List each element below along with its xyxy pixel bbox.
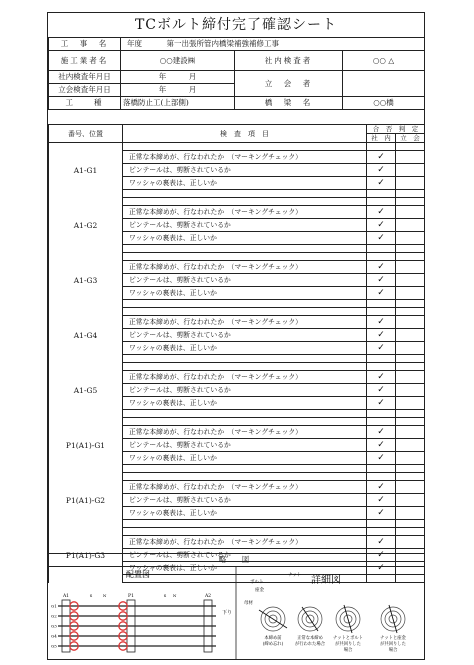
group-label: A1-G1 — [49, 143, 123, 198]
group-label: A1-G5 — [49, 363, 123, 418]
girder-label: G4 — [51, 633, 57, 639]
spacer-cell — [123, 410, 367, 418]
witness-check-cell — [396, 219, 425, 232]
internal-check-mark: ✓ — [367, 274, 396, 287]
spacer-cell — [123, 143, 367, 151]
spacer-cell — [367, 418, 396, 426]
inspection-item: 正常な本締めが、行なわれたか （マーキングチェック） — [123, 481, 367, 494]
internal-check-mark: ✓ — [367, 151, 396, 164]
internal-check-mark: ✓ — [367, 562, 396, 575]
inspection-item: ワッシャの裏表は、正しいか — [123, 232, 367, 245]
inspection-item: 正常な本締めが、行なわれたか （マーキングチェック） — [123, 536, 367, 549]
col-judge-internal-header: 社 内 — [367, 134, 396, 143]
bridge-value: ○○橋 — [343, 97, 425, 110]
witness-check-cell — [396, 426, 425, 439]
inspection-item: 正常な本締めが、行なわれたか （マーキングチェック） — [123, 206, 367, 219]
witness-check-cell — [396, 151, 425, 164]
detail-diagram — [244, 572, 407, 653]
header-table — [48, 37, 425, 110]
spacer-cell — [367, 363, 396, 371]
internal-check-mark: ✓ — [367, 549, 396, 562]
work-type-label: 工 種 — [49, 97, 121, 110]
label-bolt: ボルト — [250, 580, 264, 585]
layout-diagram — [51, 566, 236, 660]
spacer-cell — [367, 198, 396, 206]
contractor-value: ○○建設㈱ — [121, 51, 235, 71]
internal-date-value: 年 月 — [121, 71, 235, 84]
spacer-cell — [396, 520, 425, 528]
inspection-item: ピンテールは、剪断されているか — [123, 164, 367, 177]
spacer-cell — [367, 473, 396, 481]
internal-check-mark: ✓ — [367, 536, 396, 549]
girder-label: G1 — [51, 603, 57, 609]
spacer-cell — [396, 190, 425, 198]
group-label: P1(A1)-G1 — [49, 418, 123, 473]
witness-check-cell — [396, 452, 425, 465]
internal-date-label: 社内検査年月日 — [49, 71, 121, 84]
witness-check-cell — [396, 316, 425, 329]
witness-check-cell — [396, 177, 425, 190]
group-label: A1-G2 — [49, 198, 123, 253]
label-a1: A1 — [62, 594, 70, 599]
spacer-cell — [396, 418, 425, 426]
marking-line — [302, 607, 318, 631]
internal-check-mark: ✓ — [367, 371, 396, 384]
detail-title: 詳細図 — [311, 575, 341, 586]
internal-check-mark: ✓ — [367, 426, 396, 439]
spacer-cell — [396, 300, 425, 308]
spacer-cell — [123, 253, 367, 261]
spacer-cell — [396, 410, 425, 418]
inspection-item: 正常な本締めが、行なわれたか （マーキングチェック） — [123, 151, 367, 164]
girder-label: G3 — [51, 623, 57, 629]
label-span2: S N — [163, 593, 177, 598]
spacer-cell — [123, 245, 367, 253]
spacer-cell — [367, 355, 396, 363]
spacer-cell — [396, 528, 425, 536]
spacer-cell — [123, 520, 367, 528]
layout-title: 配置図 — [126, 570, 150, 579]
group-label: P1(A1)-G2 — [49, 473, 123, 528]
witness-check-cell — [396, 274, 425, 287]
spacer-cell — [367, 410, 396, 418]
inspection-sheet — [47, 12, 425, 660]
internal-check-mark: ✓ — [367, 177, 396, 190]
internal-check-mark: ✓ — [367, 494, 396, 507]
witness-check-cell — [396, 384, 425, 397]
detail-caption: 場合 — [388, 648, 398, 653]
spacer-cell — [367, 520, 396, 528]
witness-check-cell — [396, 371, 425, 384]
witness-check-cell — [396, 439, 425, 452]
internal-check-mark: ✓ — [367, 342, 396, 355]
witness-check-cell — [396, 481, 425, 494]
inspection-item: ピンテールは、剪断されているか — [123, 274, 367, 287]
spacer-cell — [123, 355, 367, 363]
spacer-cell — [123, 473, 367, 481]
spacer-cell — [367, 465, 396, 473]
inspection-item: ピンテールは、剪断されているか — [123, 549, 367, 562]
girder-label: G5 — [51, 643, 57, 649]
sketch-area — [48, 566, 424, 660]
internal-check-mark: ✓ — [367, 316, 396, 329]
witness-check-cell — [396, 164, 425, 177]
group-label: A1-G4 — [49, 308, 123, 363]
inspection-item: ワッシャの裏表は、正しいか — [123, 287, 367, 300]
witness-check-cell — [396, 494, 425, 507]
contractor-label: 施工業者名 — [49, 51, 121, 71]
inspection-item: ワッシャの裏表は、正しいか — [123, 342, 367, 355]
group-label: A1-G3 — [49, 253, 123, 308]
marking-line — [389, 605, 397, 633]
detail-caption: ナットと座金 — [380, 636, 406, 641]
internal-check-mark: ✓ — [367, 164, 396, 177]
internal-check-mark: ✓ — [367, 329, 396, 342]
spacer-cell — [367, 253, 396, 261]
witness-check-cell — [396, 536, 425, 549]
witness-check-cell — [396, 287, 425, 300]
witness-check-cell — [396, 329, 425, 342]
spacer-cell — [367, 143, 396, 151]
internal-check-mark: ✓ — [367, 287, 396, 300]
witness-check-cell — [396, 342, 425, 355]
inspection-item: ワッシャの裏表は、正しいか — [123, 452, 367, 465]
detail-caption: が共回りした — [380, 642, 406, 647]
col-judge-witness-header: 立 会 — [396, 134, 425, 143]
inspection-item: 正常な本締めが、行なわれたか （マーキングチェック） — [123, 316, 367, 329]
inspection-item: 正常な本締めが、行なわれたか （マーキングチェック） — [123, 261, 367, 274]
spacer-cell — [396, 308, 425, 316]
label-p1: P1 — [128, 594, 134, 599]
witness-label: 立 会 者 — [235, 71, 343, 97]
witness-check-cell — [396, 507, 425, 520]
detail-caption: ナットとボルト — [333, 636, 363, 641]
internal-check-mark: ✓ — [367, 219, 396, 232]
spacer-cell — [367, 300, 396, 308]
internal-check-mark: ✓ — [367, 507, 396, 520]
inspection-item: ピンテールは、剪断されているか — [123, 439, 367, 452]
inspection-item: ピンテールは、剪断されているか — [123, 494, 367, 507]
bridge-label: 橋 梁 名 — [235, 97, 343, 110]
label-side: 下り — [222, 610, 233, 616]
spacer-cell — [396, 253, 425, 261]
label-a2: A2 — [204, 594, 212, 599]
detail-caption: が共回りした — [335, 642, 361, 647]
witness-date-label: 立会検査年月日 — [49, 84, 121, 97]
witness-check-cell — [396, 206, 425, 219]
project-label: 工 事 名 — [49, 38, 121, 51]
witness-check-cell — [396, 232, 425, 245]
project-name: 第一出張所管内橋梁補強補修工事 — [165, 38, 425, 51]
internal-check-mark: ✓ — [367, 397, 396, 410]
spacer-cell — [396, 143, 425, 151]
spacer-cell — [123, 308, 367, 316]
col-items-header: 検 査 項 目 — [123, 125, 367, 143]
spacer-cell — [123, 528, 367, 536]
inspection-item: 正常な本締めが、行なわれたか （マーキングチェック） — [123, 371, 367, 384]
spacer-cell — [367, 245, 396, 253]
spacer-cell — [396, 245, 425, 253]
spacer-cell — [396, 465, 425, 473]
col-number-header: 番号、位置 — [49, 125, 123, 143]
internal-check-mark: ✓ — [367, 439, 396, 452]
inspection-item: ワッシャの裏表は、正しいか — [123, 562, 367, 575]
witness-value — [343, 71, 425, 97]
spacer-cell — [123, 418, 367, 426]
col-judge-header: 合 否 判 定 — [367, 125, 425, 134]
inspection-item: ピンテールは、剪断されているか — [123, 329, 367, 342]
inspection-item: ピンテールは、剪断されているか — [123, 384, 367, 397]
project-year: 年度 — [121, 38, 165, 51]
label-span1: S N — [89, 593, 107, 598]
internal-check-mark: ✓ — [367, 261, 396, 274]
detail-caption: (締め忘れ) — [262, 642, 284, 647]
witness-check-cell — [396, 397, 425, 410]
spacer-cell — [123, 363, 367, 371]
work-type-value: 落橋防止工(上部側) — [121, 97, 235, 110]
inspection-table — [48, 124, 425, 583]
spacer-cell — [123, 198, 367, 206]
spacer-cell — [396, 198, 425, 206]
detail-caption: 正常な本締め — [297, 636, 323, 641]
spacer-cell — [123, 465, 367, 473]
label-washer: 座金 — [255, 588, 264, 593]
spacer-cell — [367, 308, 396, 316]
internal-check-mark: ✓ — [367, 232, 396, 245]
spacer-cell — [367, 190, 396, 198]
internal-check-mark: ✓ — [367, 481, 396, 494]
inspection-item: ワッシャの裏表は、正しいか — [123, 507, 367, 520]
witness-check-cell — [396, 261, 425, 274]
sketch-section-label: 略 図 — [48, 553, 424, 567]
label-member: 母材 — [244, 601, 253, 606]
witness-date-value: 年 月 — [121, 84, 235, 97]
label-nut: ナット — [288, 573, 302, 578]
inspector-label: 社内検査者 — [235, 51, 343, 71]
internal-check-mark: ✓ — [367, 384, 396, 397]
spacer-cell — [396, 473, 425, 481]
detail-caption: 本締め前 — [264, 636, 282, 641]
detail-caption: 場合 — [343, 648, 353, 653]
spacer-cell — [396, 363, 425, 371]
girder-label: G2 — [51, 613, 57, 619]
inspector-value: ○○ △ — [343, 51, 425, 71]
marking-line — [344, 605, 352, 633]
internal-check-mark: ✓ — [367, 206, 396, 219]
group-label: P1(A1)-G3 — [49, 528, 123, 583]
inspection-item: ピンテールは、剪断されているか — [123, 219, 367, 232]
internal-check-mark: ✓ — [367, 452, 396, 465]
inspection-item: ワッシャの裏表は、正しいか — [123, 397, 367, 410]
spacer-cell — [396, 355, 425, 363]
inspection-item: ワッシャの裏表は、正しいか — [123, 177, 367, 190]
inspection-item: 正常な本締めが、行なわれたか （マーキングチェック） — [123, 426, 367, 439]
spacer-cell — [123, 300, 367, 308]
detail-caption: が行われた場合 — [294, 642, 326, 647]
sheet-title: TCボルト締付完了確認シート — [48, 13, 424, 38]
spacer-cell — [367, 528, 396, 536]
spacer-cell — [123, 190, 367, 198]
